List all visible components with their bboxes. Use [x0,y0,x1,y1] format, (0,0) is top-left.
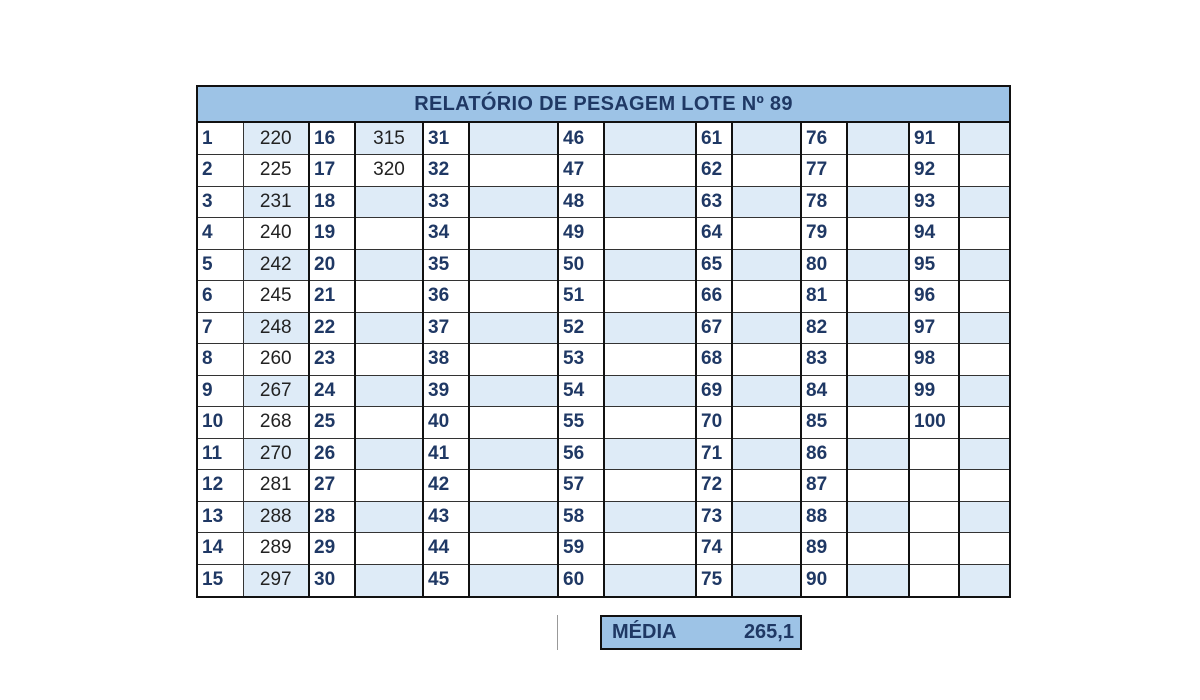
animal-number: 18 [309,186,355,218]
animal-number: 68 [696,344,732,376]
weight-cell [355,218,423,250]
average-summary [600,615,802,650]
weight-cell [847,438,909,470]
weight-cell [604,249,696,281]
weight-cell [959,470,1009,502]
animal-number: 10 [198,407,243,439]
weight-cell [959,344,1009,376]
animal-number: 41 [423,438,469,470]
animal-number: 30 [309,564,355,596]
animal-number: 73 [696,501,732,533]
weight-cell [847,375,909,407]
animal-number: 51 [558,281,604,313]
weight-cell [959,123,1009,155]
weight-cell [355,564,423,596]
weight-cell [732,344,801,376]
animal-number: 21 [309,281,355,313]
animal-number: 45 [423,564,469,596]
weight-cell [355,533,423,565]
weight-cell: 260 [243,344,309,376]
weight-cell [604,123,696,155]
animal-number: 95 [909,249,959,281]
animal-number: 22 [309,312,355,344]
weight-cell [847,344,909,376]
weight-cell [355,249,423,281]
weight-cell [847,249,909,281]
animal-number: 60 [558,564,604,596]
weight-cell [959,438,1009,470]
animal-number: 34 [423,218,469,250]
weight-cell [469,438,558,470]
weight-cell [469,470,558,502]
animal-number: 94 [909,218,959,250]
table-row [198,249,1009,281]
weight-cell [604,501,696,533]
animal-number: 90 [801,564,847,596]
weight-cell [847,218,909,250]
weight-cell [469,155,558,187]
animal-number: 9 [198,375,243,407]
weight-cell [847,123,909,155]
animal-number: 76 [801,123,847,155]
animal-number: 56 [558,438,604,470]
weight-cell [469,407,558,439]
weight-cell [959,218,1009,250]
weight-cell [604,438,696,470]
animal-number: 16 [309,123,355,155]
weight-cell [469,501,558,533]
animal-number: 33 [423,186,469,218]
animal-number: 37 [423,312,469,344]
weight-cell [469,533,558,565]
weight-cell [847,501,909,533]
column-divider [557,615,558,650]
animal-number: 69 [696,375,732,407]
weight-cell: 281 [243,470,309,502]
animal-number: 58 [558,501,604,533]
animal-number: 7 [198,312,243,344]
table-row [198,344,1009,376]
animal-number: 31 [423,123,469,155]
animal-number: 81 [801,281,847,313]
animal-number: 24 [309,375,355,407]
weight-cell: 315 [355,123,423,155]
weight-cell [604,470,696,502]
animal-number: 89 [801,533,847,565]
weight-cell [732,407,801,439]
animal-number: 91 [909,123,959,155]
animal-number: 8 [198,344,243,376]
weight-cell: 240 [243,218,309,250]
weight-cell [355,470,423,502]
weight-cell [959,155,1009,187]
weight-cell [959,407,1009,439]
weight-cell [469,186,558,218]
weight-cell: 288 [243,501,309,533]
animal-number: 44 [423,533,469,565]
weight-cell: 289 [243,533,309,565]
weight-cell [732,564,801,596]
weight-cell [847,533,909,565]
weight-cell [959,501,1009,533]
weight-cell [469,375,558,407]
animal-number: 82 [801,312,847,344]
animal-number: 15 [198,564,243,596]
animal-number [909,501,959,533]
weight-cell [959,375,1009,407]
weight-cell: 320 [355,155,423,187]
average-label: MÉDIA [612,621,677,643]
animal-number: 29 [309,533,355,565]
weighing-table [198,123,1009,596]
weight-cell [732,155,801,187]
weight-cell [604,186,696,218]
weight-cell [732,501,801,533]
animal-number: 97 [909,312,959,344]
weight-cell [469,218,558,250]
weight-cell [604,218,696,250]
weight-cell [959,186,1009,218]
weight-cell [959,533,1009,565]
animal-number: 54 [558,375,604,407]
animal-number: 48 [558,186,604,218]
weight-cell [469,123,558,155]
animal-number: 100 [909,407,959,439]
animal-number: 23 [309,344,355,376]
weight-cell [604,564,696,596]
animal-number: 20 [309,249,355,281]
animal-number: 63 [696,186,732,218]
weight-cell: 268 [243,407,309,439]
animal-number: 61 [696,123,732,155]
animal-number: 49 [558,218,604,250]
weight-cell [355,375,423,407]
animal-number: 75 [696,564,732,596]
animal-number: 4 [198,218,243,250]
animal-number: 40 [423,407,469,439]
weight-cell [604,312,696,344]
weight-cell: 245 [243,281,309,313]
weight-cell [469,344,558,376]
animal-number: 57 [558,470,604,502]
animal-number [909,564,959,596]
animal-number: 32 [423,155,469,187]
weight-cell: 297 [243,564,309,596]
weight-cell [604,344,696,376]
animal-number: 46 [558,123,604,155]
animal-number: 12 [198,470,243,502]
animal-number: 47 [558,155,604,187]
animal-number [909,470,959,502]
weight-cell [355,407,423,439]
table-row [198,438,1009,470]
animal-number: 6 [198,281,243,313]
weight-cell [732,312,801,344]
animal-number: 27 [309,470,355,502]
weight-cell [847,186,909,218]
animal-number: 80 [801,249,847,281]
weight-cell [732,186,801,218]
animal-number: 42 [423,470,469,502]
animal-number: 25 [309,407,355,439]
weight-cell [355,312,423,344]
weight-cell [732,249,801,281]
animal-number: 86 [801,438,847,470]
animal-number: 50 [558,249,604,281]
animal-number: 17 [309,155,355,187]
weight-cell [959,249,1009,281]
animal-number: 5 [198,249,243,281]
weight-cell [847,470,909,502]
weight-cell [847,407,909,439]
animal-number: 35 [423,249,469,281]
animal-number: 83 [801,344,847,376]
report-title: RELATÓRIO DE PESAGEM LOTE Nº 89 [198,87,1009,123]
animal-number: 88 [801,501,847,533]
animal-number: 43 [423,501,469,533]
weight-cell [604,533,696,565]
animal-number: 11 [198,438,243,470]
animal-number: 93 [909,186,959,218]
weight-cell [469,312,558,344]
weighing-report-sheet [196,85,1011,598]
weight-cell: 248 [243,312,309,344]
table-row [198,281,1009,313]
weight-cell [847,312,909,344]
weight-cell [732,218,801,250]
animal-number: 70 [696,407,732,439]
weight-cell [604,407,696,439]
animal-number: 28 [309,501,355,533]
animal-number: 1 [198,123,243,155]
weight-cell [732,375,801,407]
weight-cell [732,533,801,565]
animal-number: 84 [801,375,847,407]
animal-number: 96 [909,281,959,313]
weight-cell [847,281,909,313]
weight-cell [732,438,801,470]
animal-number: 66 [696,281,732,313]
animal-number: 71 [696,438,732,470]
weight-cell [959,564,1009,596]
animal-number: 87 [801,470,847,502]
weight-cell [604,281,696,313]
animal-number: 38 [423,344,469,376]
animal-number [909,533,959,565]
animal-number: 55 [558,407,604,439]
weight-cell [732,281,801,313]
table-row [198,218,1009,250]
weight-cell [604,155,696,187]
animal-number: 92 [909,155,959,187]
table-row [198,407,1009,439]
weight-cell [847,564,909,596]
table-row [198,501,1009,533]
table-row [198,123,1009,155]
animal-number: 59 [558,533,604,565]
animal-number: 98 [909,344,959,376]
weight-cell [355,281,423,313]
weight-cell [355,501,423,533]
table-row [198,564,1009,596]
animal-number: 39 [423,375,469,407]
weight-cell [959,312,1009,344]
animal-number: 78 [801,186,847,218]
weight-cell: 220 [243,123,309,155]
weight-cell: 270 [243,438,309,470]
animal-number: 3 [198,186,243,218]
animal-number: 65 [696,249,732,281]
table-row [198,375,1009,407]
table-row [198,533,1009,565]
animal-number: 99 [909,375,959,407]
average-value: 265,1 [743,621,794,643]
weight-cell [847,155,909,187]
animal-number: 85 [801,407,847,439]
animal-number [909,438,959,470]
animal-number: 13 [198,501,243,533]
weight-cell [604,375,696,407]
animal-number: 14 [198,533,243,565]
animal-number: 64 [696,218,732,250]
weight-cell [355,438,423,470]
animal-number: 72 [696,470,732,502]
animal-number: 2 [198,155,243,187]
weight-cell: 267 [243,375,309,407]
table-row [198,186,1009,218]
animal-number: 67 [696,312,732,344]
weight-cell [469,249,558,281]
animal-number: 36 [423,281,469,313]
weight-cell: 225 [243,155,309,187]
animal-number: 26 [309,438,355,470]
weight-cell [959,281,1009,313]
animal-number: 62 [696,155,732,187]
weight-cell [355,344,423,376]
weight-cell: 242 [243,249,309,281]
weight-cell [469,564,558,596]
table-row [198,312,1009,344]
weight-cell: 231 [243,186,309,218]
weight-cell [732,470,801,502]
animal-number: 77 [801,155,847,187]
table-row [198,470,1009,502]
animal-number: 79 [801,218,847,250]
weight-cell [732,123,801,155]
table-row [198,155,1009,187]
animal-number: 19 [309,218,355,250]
weight-cell [469,281,558,313]
animal-number: 74 [696,533,732,565]
weight-cell [355,186,423,218]
animal-number: 52 [558,312,604,344]
animal-number: 53 [558,344,604,376]
